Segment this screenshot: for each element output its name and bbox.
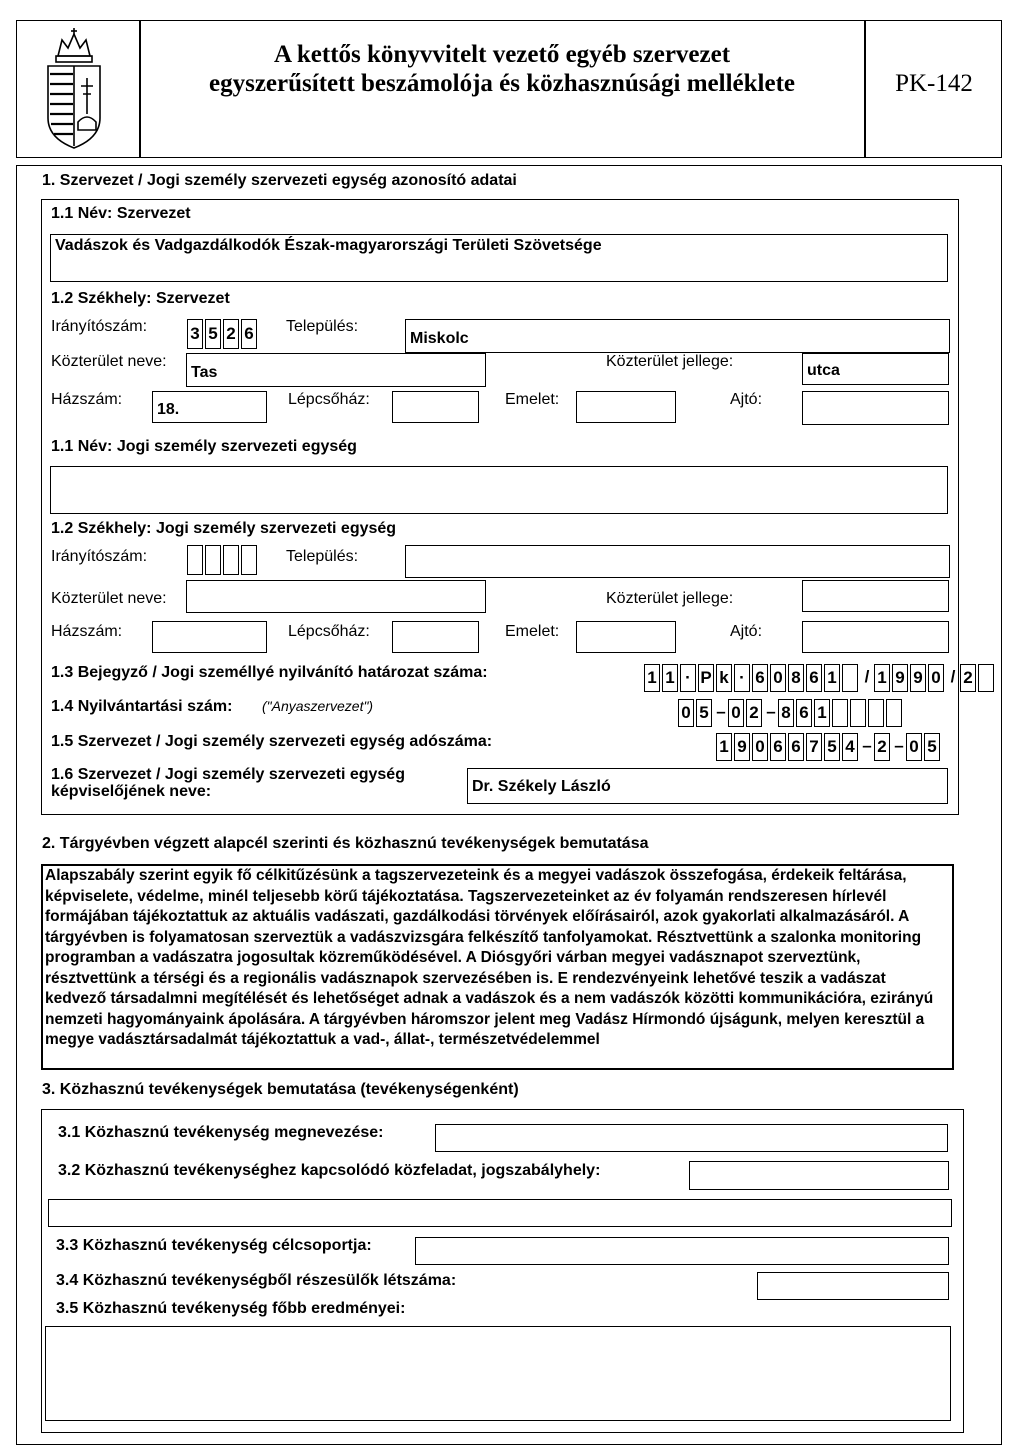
number-cell[interactable]	[978, 664, 994, 692]
number-cell[interactable]: 0	[928, 664, 944, 692]
registration-label: 1.3 Bejegyző / Jogi személlyé nyilvánító határozat száma:	[51, 664, 488, 681]
number-cell[interactable]: 9	[734, 733, 750, 761]
unit-city-label: Település:	[286, 548, 359, 565]
org-door-label: Ajtó:	[730, 391, 763, 408]
unit-stair-field[interactable]	[392, 621, 479, 653]
public-task-field[interactable]	[689, 1161, 949, 1190]
unit-postcode-field[interactable]	[187, 545, 259, 575]
public-task-label: 3.2 Közhasznú tevékenységhez kapcsolódó közfeladat, jogszabályhely:	[58, 1162, 601, 1179]
activity-name-label: 3.1 Közhasznú tevékenység megnevezése:	[58, 1124, 384, 1141]
target-group-field[interactable]	[415, 1237, 949, 1265]
postcode-digit[interactable]	[205, 545, 221, 575]
target-group-label: 3.3 Közhasznú tevékenység célcsoportja:	[56, 1237, 372, 1254]
number-cell[interactable]: 9	[910, 664, 926, 692]
org-street-type-label: Közterület jellege:	[606, 353, 734, 370]
org-street-label: Közterület neve:	[51, 353, 167, 370]
unit-seat-label: 1.2 Székhely: Jogi személy szervezeti egység	[51, 520, 397, 537]
section2-heading: 2. Tárgyévben végzett alapcél szerinti és közhasznú tevékenységek bemutatása	[42, 835, 649, 852]
unit-postcode-label: Irányítószám:	[51, 548, 148, 565]
records-number-field[interactable]	[678, 699, 904, 727]
separator-glyph: –	[894, 736, 904, 755]
number-cell[interactable]: 1	[644, 664, 660, 692]
unit-name-label: 1.1 Név: Jogi személy szervezeti egység	[51, 438, 357, 455]
activities-description-field[interactable]: Alapszabály szerint egyik fő célkitűzésünk a tagszervezeteink és a megyei vadászok összefogása, érdekeik feltárása, képviselete, védelme, minél teljesebb körű tájékoztatása. Tagszervezeteinket az év folyamán rendszeresen hírlevél formájában tájékoztattuk az aktuális vadászati, gazdálkodási törvények előírásairól, azok gyakorlati alkalmazásáról. A tárgyévben is folyamatosan szerveztük a vadászvizsgára felkészítő tanfolyamokat. Résztvettünk a szalonka monitoring programban a vadászatra jogosultak közreműködésével. A Diósgyőri várban megyei vadásznapot szerveztünk, résztvettünk a térségi és a regionális vadásznapok szervezésében is. E rendezvényeink lehetővé teszik a vadászat kedvező társadalmni megítélését és lehetőséget adnak a vadászok és a nem vadászók közötti kommunikációra, ezirányú nemzeti hagyományaink ápolására. A tárgyévben háromszor jelent meg Vadász Hírmondó újságunk, melyen keresztül a megye vadásztársadalmát tájékoztattuk a vad-, állat-, természetvédelemmel	[41, 864, 954, 1070]
postcode-digit[interactable]	[187, 545, 203, 575]
number-cell[interactable]: 6	[752, 664, 768, 692]
postcode-digit[interactable]: 2	[223, 319, 239, 349]
number-cell[interactable]	[850, 699, 866, 727]
number-cell[interactable]: 4	[842, 733, 858, 761]
form-code: PK-142	[895, 70, 973, 97]
number-cell[interactable]	[842, 664, 858, 692]
number-cell[interactable]: 8	[778, 699, 794, 727]
org-floor-field[interactable]	[576, 391, 676, 423]
unit-city-field[interactable]	[405, 545, 950, 578]
number-cell[interactable]: 0	[752, 733, 768, 761]
org-house-field[interactable]: 18.	[152, 391, 267, 423]
unit-door-field[interactable]	[802, 621, 949, 653]
beneficiaries-field[interactable]	[757, 1272, 949, 1300]
number-cell[interactable]: 1	[824, 664, 840, 692]
number-cell[interactable]: 5	[924, 733, 940, 761]
org-stair-label: Lépcsőház:	[288, 391, 370, 408]
number-cell[interactable]: 7	[806, 733, 822, 761]
unit-floor-field[interactable]	[576, 621, 676, 653]
unit-street-field[interactable]	[186, 580, 486, 613]
org-door-field[interactable]	[802, 391, 949, 425]
number-cell[interactable]: P	[698, 664, 714, 692]
activity-name-field[interactable]	[435, 1124, 948, 1152]
number-cell[interactable]: 1	[814, 699, 830, 727]
unit-floor-label: Emelet:	[505, 623, 560, 640]
number-cell[interactable]: 0	[678, 699, 694, 727]
org-street-type-field[interactable]: utca	[802, 353, 949, 385]
beneficiaries-label: 3.4 Közhasznú tevékenységből részesülők létszáma:	[56, 1272, 457, 1289]
results-label: 3.5 Közhasznú tevékenység főbb eredményei:	[56, 1300, 406, 1317]
org-house-label: Házszám:	[51, 391, 123, 408]
results-field[interactable]	[45, 1326, 951, 1421]
org-street-field[interactable]: Tas	[186, 353, 486, 387]
postcode-digit[interactable]: 6	[241, 319, 257, 349]
title-line-1: A kettős könyvvitelt vezető egyéb szervezet	[273, 41, 731, 68]
separator-glyph: /	[864, 667, 870, 686]
section1-heading: 1. Szervezet / Jogi személy szervezeti egység azonosító adatai	[42, 172, 517, 189]
org-postcode-label: Irányítószám:	[51, 318, 148, 335]
section3-heading: 3. Közhasznú tevékenységek bemutatása (tevékenységenként)	[42, 1081, 519, 1098]
registration-number-field[interactable]	[644, 664, 996, 692]
number-cell[interactable]: ·	[734, 664, 750, 692]
coat-of-arms-icon	[40, 26, 108, 150]
number-cell[interactable]: 2	[746, 699, 762, 727]
postcode-digit[interactable]: 5	[205, 319, 221, 349]
number-cell[interactable]: k	[716, 664, 732, 692]
postcode-digit[interactable]: 3	[187, 319, 203, 349]
postcode-digit[interactable]	[241, 545, 257, 575]
number-cell[interactable]: 6	[796, 699, 812, 727]
org-name-field[interactable]: Vadászok és Vadgazdálkodók Észak-magyarországi Területi Szövetsége	[50, 234, 948, 282]
unit-house-label: Házszám:	[51, 623, 123, 640]
org-city-label: Település:	[286, 318, 359, 335]
number-cell[interactable]: 6	[788, 733, 804, 761]
unit-name-field[interactable]	[50, 466, 948, 514]
number-cell[interactable]: 8	[788, 664, 804, 692]
number-cell[interactable]: 2	[960, 664, 976, 692]
records-label: 1.4 Nyilvántartási szám:	[51, 698, 233, 715]
separator-glyph: –	[766, 702, 776, 721]
number-cell[interactable]: 0	[770, 664, 786, 692]
number-cell[interactable]: 6	[806, 664, 822, 692]
number-cell[interactable]	[868, 699, 884, 727]
org-stair-field[interactable]	[392, 391, 479, 423]
number-cell[interactable]: 5	[824, 733, 840, 761]
number-cell[interactable]: 1	[874, 664, 890, 692]
org-seat-label: 1.2 Székhely: Szervezet	[51, 290, 230, 307]
number-cell[interactable]: 0	[906, 733, 922, 761]
separator-glyph: –	[862, 736, 872, 755]
org-city-field[interactable]: Miskolc	[405, 319, 950, 353]
number-cell[interactable]: 6	[770, 733, 786, 761]
org-postcode-field[interactable]	[187, 319, 259, 349]
number-cell[interactable]	[886, 699, 902, 727]
records-note: ("Anyaszervezet")	[262, 698, 374, 714]
page-title	[140, 40, 864, 98]
representative-label-line1: 1.6 Szervezet / Jogi személy szervezeti egység	[51, 766, 405, 783]
separator-glyph: /	[950, 667, 956, 686]
number-cell[interactable]: 1	[716, 733, 732, 761]
number-cell[interactable]: ·	[680, 664, 696, 692]
number-cell[interactable]	[832, 699, 848, 727]
number-cell[interactable]: 5	[696, 699, 712, 727]
org-name-label: 1.1 Név: Szervezet	[51, 205, 191, 222]
unit-house-field[interactable]	[152, 621, 267, 653]
public-task-field-continued[interactable]	[48, 1199, 952, 1227]
number-cell[interactable]: 9	[892, 664, 908, 692]
postcode-digit[interactable]	[223, 545, 239, 575]
representative-label-line2: képviselőjének neve:	[51, 783, 212, 800]
number-cell[interactable]: 1	[662, 664, 678, 692]
tax-label: 1.5 Szervezet / Jogi személy szervezeti egység adószáma:	[51, 733, 493, 750]
unit-door-label: Ajtó:	[730, 623, 763, 640]
org-floor-label: Emelet:	[505, 391, 560, 408]
representative-field[interactable]: Dr. Székely László	[467, 768, 948, 804]
number-cell[interactable]: 2	[874, 733, 890, 761]
number-cell[interactable]: 0	[728, 699, 744, 727]
unit-street-type-field[interactable]	[802, 580, 949, 612]
unit-street-type-label: Közterület jellege:	[606, 590, 734, 607]
tax-number-field[interactable]	[716, 733, 942, 761]
unit-street-label: Közterület neve:	[51, 590, 167, 607]
title-line-2: egyszerűsített beszámolója és közhasznúsági melléklete	[209, 70, 795, 97]
unit-stair-label: Lépcsőház:	[288, 623, 370, 640]
separator-glyph: –	[716, 702, 726, 721]
